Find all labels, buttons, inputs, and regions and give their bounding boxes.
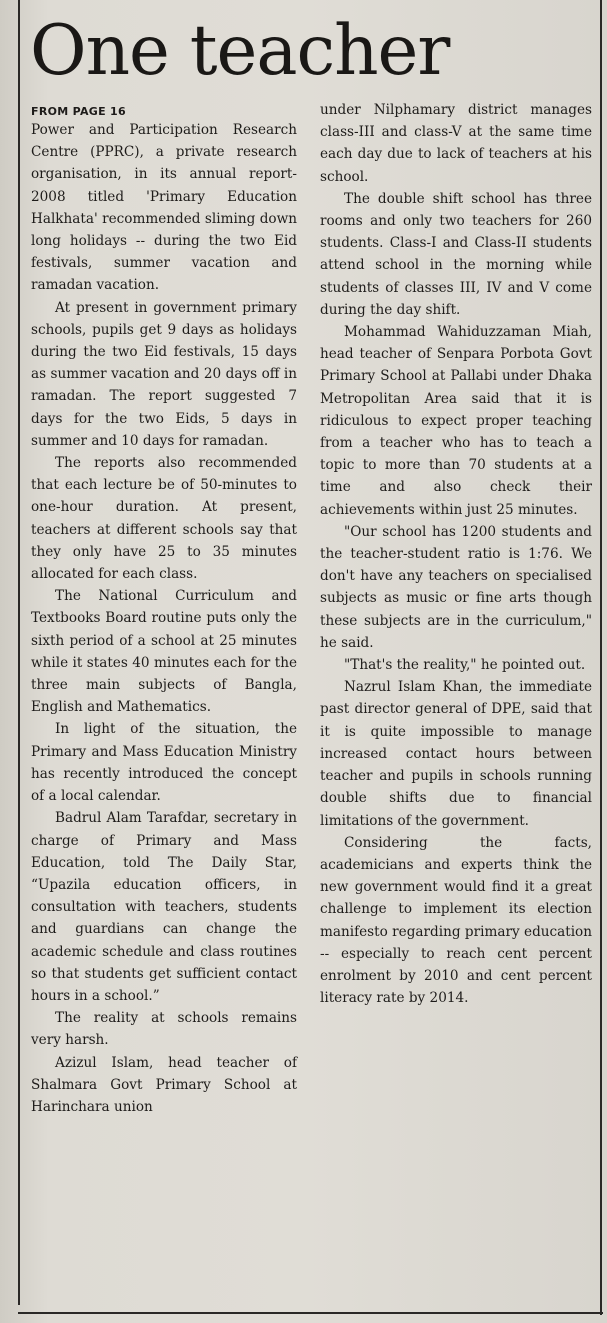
paragraph: At present in government primary schools, pupils get 9 days as holidays during the two Eid festivals, 15 days as summer vacation and 20 days off in ramadan. The report suggested 7 days for the two Eids, 5 days in summer and 10 days for ramadan. <box>31 299 297 449</box>
paragraph: In light of the situation, the Primary and Mass Education Ministry has recently introduced the concept of a local calendar. <box>31 721 297 805</box>
paragraph: "That's the reality," he pointed out. <box>344 657 586 674</box>
paragraph: Power and Participation Research Centre (PPRC), a private research organisation, in its annual report-2008 titled 'Primary Education Halkhata' recommended sliming down long holidays -- during the two Eid festivals, summer vacation and ramadan vacation. <box>31 122 297 294</box>
paragraph: The reports also recommended that each lecture be of 50-minutes to one-hour duration. At present, teachers at different schools say that they only have 25 to 35 minutes allocated for each class. <box>31 455 297 583</box>
paragraph: under Nilphamary district manages class-III and class-V at the same time each day due to lack of teachers at his school. <box>320 102 592 185</box>
paragraph: The reality at schools remains very harsh. <box>31 1010 297 1049</box>
article-column-1 <box>31 99 297 1118</box>
paragraph: "Our school has 1200 students and the teacher-student ratio is 1:76. We don't have any teachers on specialised subjects as music or fine arts though these subjects are in the curriculum," he said. <box>320 523 592 651</box>
from-page-label: FROM PAGE 16 <box>31 105 126 118</box>
paragraph: Nazrul Islam Khan, the immediate past director general of DPE, said that it is quite impossible to manage increased contact hours between teacher and pupils in schools running double shifts due to financial limitations of the government. <box>320 679 592 829</box>
paragraph: Badrul Alam Tarafdar, secretary in charge of Primary and Mass Education, told The Daily Star, “Upazila education officers, in consultation with teachers, students and guardians can change the academic schedule and class routines so that students get sufficient contact hours in a school.” <box>31 810 297 1004</box>
bottom-rule <box>18 1312 603 1314</box>
paragraph: Considering the facts, academicians and experts think the new government would find it a great challenge to implement its election manifesto regarding primary education -- especially to reach cent percent enrolment by 2010 and cent percent literacy rate by 2014. <box>320 834 592 1007</box>
left-column-rule <box>18 0 20 1305</box>
paragraph: Mohammad Wahiduzzaman Miah, head teacher of Senpara Porbota Govt Primary School at Pallabi under Dhaka Metropolitan Area said that it is ridiculous to expect proper teaching from a teacher who has to teach a topic to more than 70 students at a time and also check their achievements within just 25 minutes. <box>320 324 592 518</box>
article-column-2 <box>320 99 592 1009</box>
paragraph: The National Curriculum and Textbooks Board routine puts only the sixth period of a school at 25 minutes while it states 40 minutes each for the three main subjects of Bangla, English and Mathematics. <box>31 588 297 716</box>
headline: One teacher <box>30 11 450 91</box>
paragraph: The double shift school has three rooms and only two teachers for 260 students. Class-I and Class-II students attend school in the morning while students of classes III, IV and V come during the day shift. <box>320 190 592 318</box>
paragraph: Azizul Islam, head teacher of Shalmara Govt Primary School at Harinchara union <box>31 1054 297 1115</box>
right-column-rule <box>600 0 602 1315</box>
